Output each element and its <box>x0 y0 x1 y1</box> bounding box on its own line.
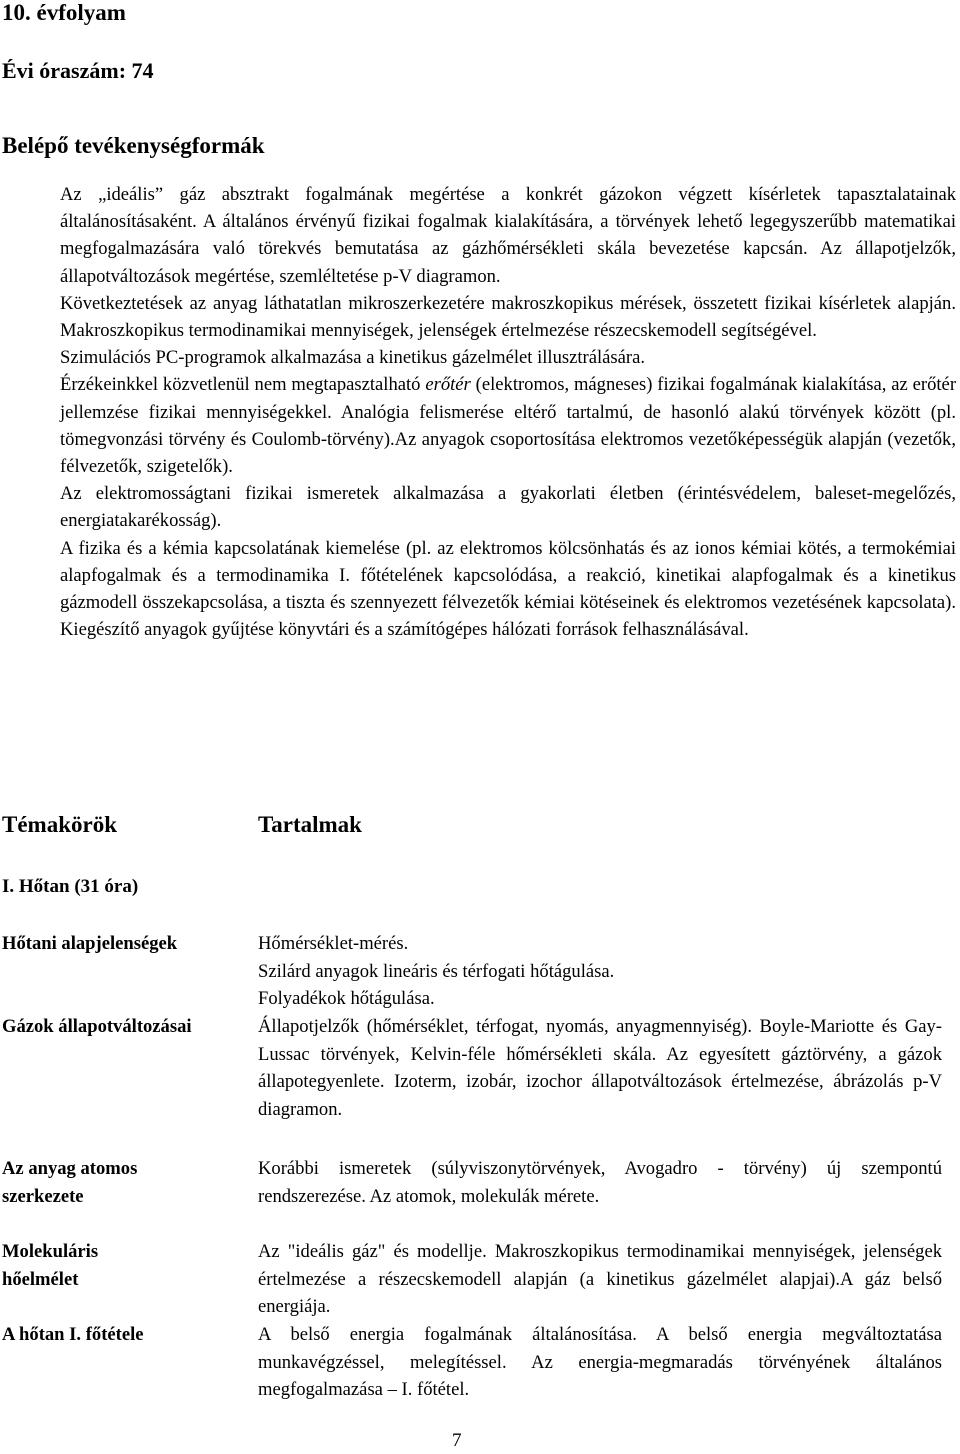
content-line: Szilárd anyagok lineáris és térfogati hőtágulása. <box>258 960 615 982</box>
topic-first-law: A hőtan I. főtétele <box>2 1324 144 1345</box>
annual-hours: Évi óraszám: 74 <box>2 58 154 83</box>
intro-paragraph-3: Szimulációs PC-programok alkalmazása a kinetikus gázelmélet illusztrálására. <box>60 347 645 369</box>
grade-heading: 10. évfolyam <box>2 0 126 25</box>
contents-header: Tartalmak <box>258 812 362 837</box>
activities-heading: Belépő tevékenységformák <box>2 133 265 158</box>
section-title: I. Hőtan (31 óra) <box>2 876 139 897</box>
page-number: 7 <box>452 1430 462 1451</box>
topic-heat-basics: Hőtani alapjelenségek <box>2 933 178 954</box>
topic-gas-state-changes: Gázok állapotváltozásai <box>2 1016 192 1037</box>
topic-molecular-heat-theory: Molekuláris hőelmélet <box>2 1241 99 1290</box>
content-gas-state-changes: Állapotjelzők (hőmérséklet, térfogat, nyomás, anyagmennyiség). Boyle-Mariotte és Gay-Lussac törvények, Kelvin-féle hőmérsékleti skála. Az egyesített gáztörvény, a gázok állapotegyenlete. Izoterm, izobár, izochor állapotváltozások értelmezése, ábrázolás p-V diagramon. <box>258 1016 942 1120</box>
content-line: Hőmérséklet-mérés. <box>258 933 409 954</box>
content-heat-basics <box>258 930 942 1013</box>
activities-text <box>60 181 956 643</box>
content-first-law: A belső energia fogalmának általánosítása. A belső energia megváltoztatása munkavégzéssel, melegítéssel. Az energia-megmaradás törvényének általános megfogalmazása – I. főtétel. <box>258 1324 942 1401</box>
intro-paragraph-1: Az „ideális” gáz absztrakt fogalmának megértése a konkrét gázokon végzett kísérletek tapasztalatainak általánosításaként. A általános érvényű fizikai fogalmak kialakítására, a törvények lehető legegyszerűbb matematikai megfogalmazására való törekvés bemutatása az gázhőmérsékleti skála bevezetése kapcsán. Az állapotjelzők, állapotváltozások megértése, szemléltetése p-V diagramon. <box>60 184 956 287</box>
intro-paragraph-4 <box>60 371 956 480</box>
intro-paragraph-6: A fizika és a kémia kapcsolatának kiemelése (pl. az elektromos kölcsönhatás és az ionos kémiai kötés, a termokémiai alapfogalmak és a termodinamika I. főtételének kapcsolódása, a reakció, kinetikai alapfogalmak és a kinetikus gázmodell összekapcsolása, a tiszta és szennyezett félvezetők kémiai kötéseinek és elektromos vezetésének kapcsolata). Kiegészítő anyagok gyűjtése könyvtári és a számítógépes hálózati források felhasználásával. <box>60 537 956 641</box>
content-molecular-heat-theory: Az "ideális gáz" és modellje. Makroszkopikus termodinamikai mennyiségek, jelenségek értelmezése a részecskemodell alapján (a kinetikus gázelmélet alapjai).A gáz belső energiája. <box>258 1241 942 1318</box>
intro-paragraph-2: Következtetések az anyag láthatatlan mikroszerkezetére makroszkopikus mérések, összetett fizikai kísérletek alapján. Makroszkopikus termodinamikai mennyiségek, jelenségek értelmezése részecskemodell segítségével. <box>60 292 956 342</box>
intro-emphasis: erőtér <box>425 374 471 396</box>
content-atomic-structure: Korábbi ismeretek (súlyviszonytörvények, Avogadro - törvény) új szempontú rendszerezése. Az atomok, molekulák mérete. <box>258 1158 942 1207</box>
intro-paragraph-5: Az elektromosságtani fizikai ismeretek alkalmazása a gyakorlati életben (érintésvédelem, baleset-megelőzés, energiatakarékosság). <box>60 483 956 532</box>
topics-header: Témakörök <box>2 812 117 837</box>
intro-paragraph-4-b: (elektromos, mágneses) fizikai fogalmának kialakítása, az erőtér jellemzése fizikai mennyiségekkel. Analógia felismerése eltérő tartalmú, de hasonló alakú törvények között (pl. tömegvonzási törvény és Coulomb-törvény).Az anyagok csoportosítása elektromos vezetőképességük alapján (vezetők, félvezetők, szigetelők). <box>60 374 957 478</box>
intro-paragraph-4-a: Érzékeinkkel közvetlenül nem megtapasztalható <box>60 374 426 396</box>
topic-atomic-structure: Az anyag atomos szerkezete <box>2 1158 138 1207</box>
content-line: Folyadékok hőtágulása. <box>258 988 435 1010</box>
